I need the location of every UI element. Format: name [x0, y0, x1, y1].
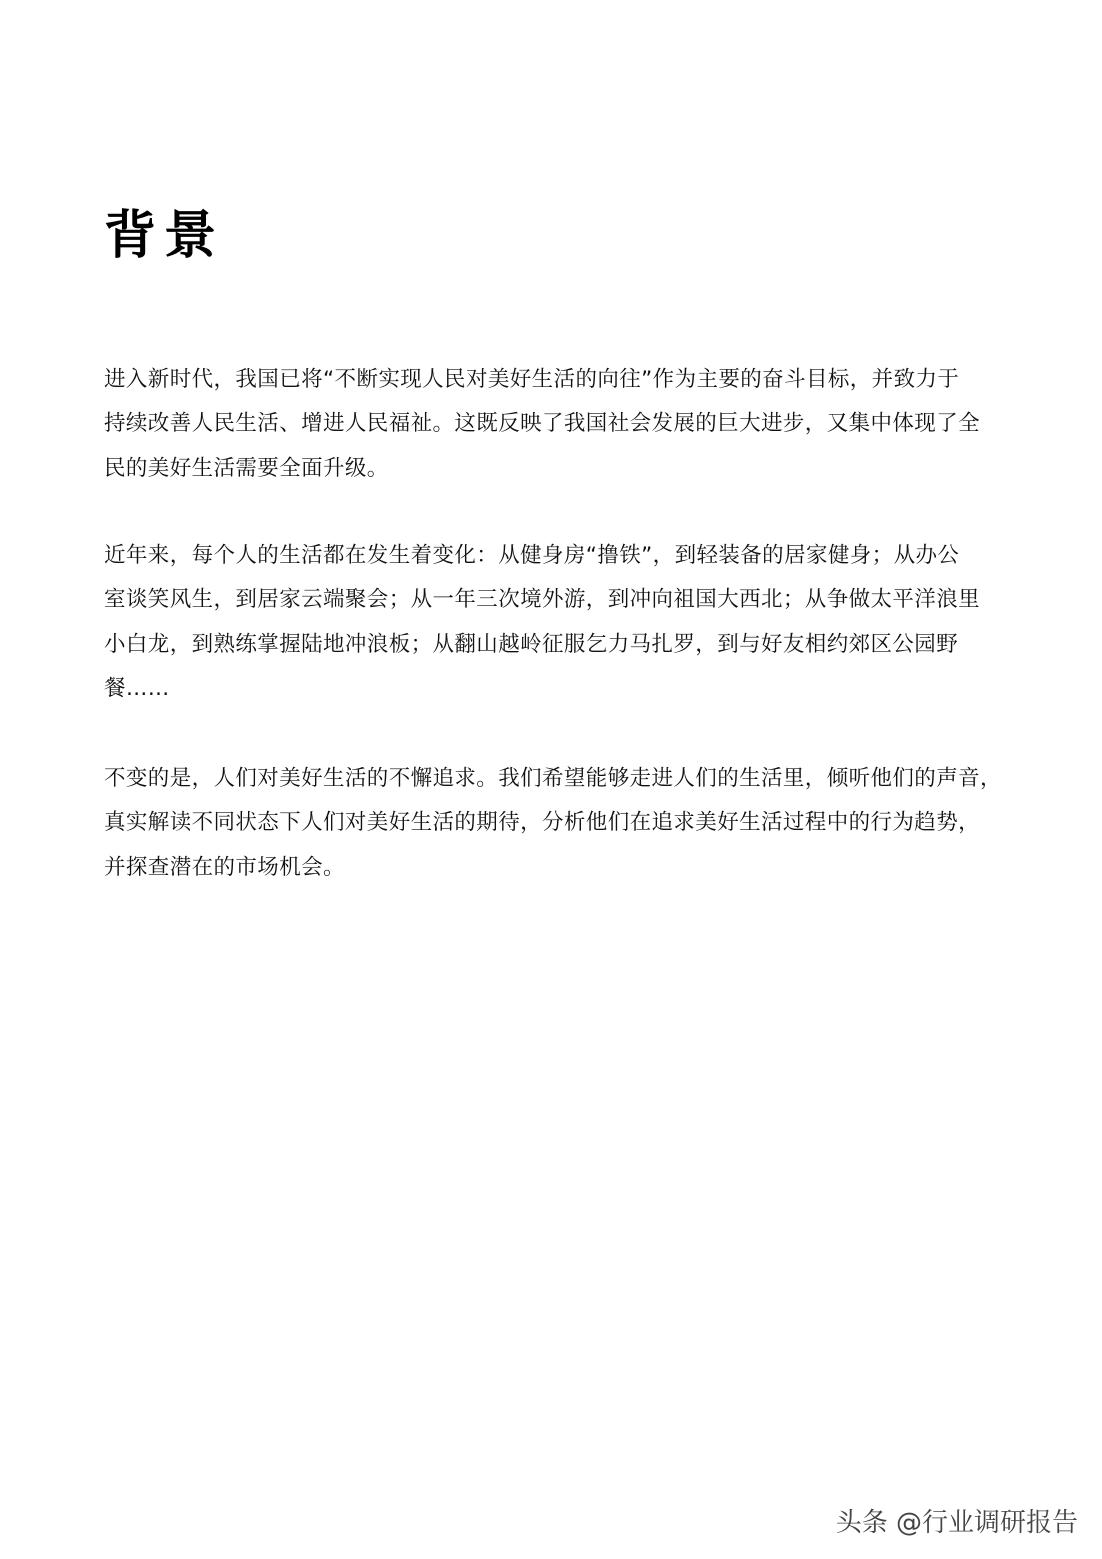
text-line: 近年来，每个人的生活都在发生着变化：从健身房“撸铁”，到轻装备的居家健身；从办公 — [104, 543, 960, 568]
text-line: 民的美好生活需要全面升级。 — [104, 455, 389, 481]
text-line: 餐…… — [104, 675, 170, 701]
text-line: 并探查潜在的市场机会。 — [104, 854, 345, 880]
page-title: 背景 — [104, 206, 225, 266]
paragraph-changes — [104, 534, 1004, 711]
text-line: 小白龙，到熟练掌握陆地冲浪板；从翻山越岭征服乞力马扎罗，到与好友相约郊区公园野 — [104, 631, 959, 657]
text-line: 进入新时代，我国已将“不断实现人民对美好生活的向往”作为主要的奋斗目标，并致力于 — [104, 367, 960, 392]
paragraph-purpose — [104, 757, 1004, 890]
watermark: 头条 @行业调研报告 — [835, 1508, 1078, 1538]
text-line: 室谈笑风生，到居家云端聚会；从一年三次境外游，到冲向祖国大西北；从争做太平洋浪里 — [104, 587, 981, 613]
text-line: 持续改善人民生活、增进人民福祉。这既反映了我国社会发展的巨大进步，又集中体现了全 — [104, 411, 981, 437]
paragraph-intro — [104, 358, 1004, 491]
text-line: 不变的是，人们对美好生活的不懈追求。我们希望能够走进人们的生活里，倾听他们的声音， — [104, 766, 1002, 791]
text-line: 真实解读不同状态下人们对美好生活的期待，分析他们在追求美好生活过程中的行为趋势， — [104, 810, 981, 836]
